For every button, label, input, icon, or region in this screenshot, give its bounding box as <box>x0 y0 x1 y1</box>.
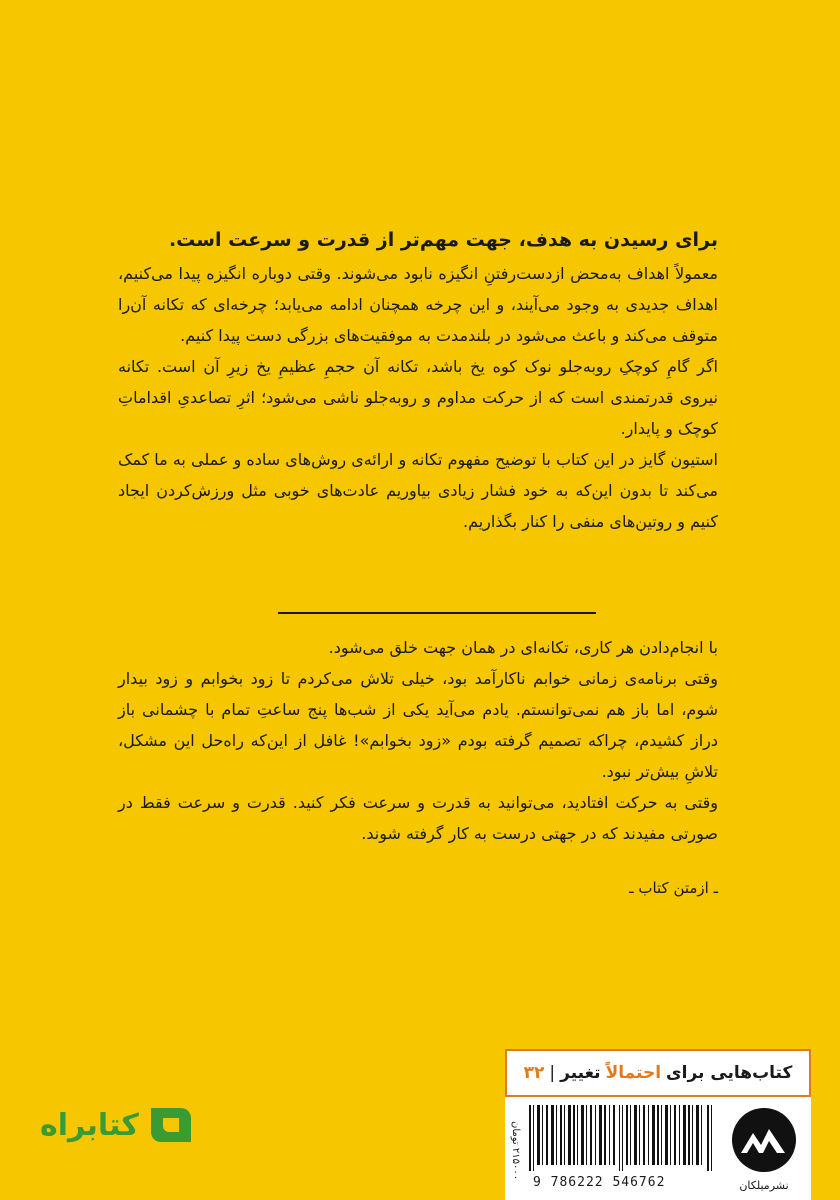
publisher-name: نشرمیلکان <box>739 1179 789 1192</box>
excerpt-block <box>118 632 718 849</box>
barcode-icon <box>527 1105 717 1171</box>
divider-line <box>278 612 596 614</box>
paragraph-1: معمولاً اهداف به‌محض ازدست‌رفتنِ انگیزه نابود می‌شوند. وقتی دوباره انگیزه پیدا می‌کنیم، اهداف جدیدی به وجود می‌آیند، و این چرخه همچنان ادامه می‌یابد؛ چرخه‌ای که تکانه آن‌را متوقف می‌کند و باعث می‌شود در بلندمدت به موفقیت‌های بزرگی دست پیدا کنیم. <box>118 264 718 345</box>
description-block <box>118 258 718 537</box>
paragraph-2: اگر گامِ کوچکِ روبه‌جلو نوک کوه یخ باشد، تکانه آن حجمِ عظیمِ یخ زیرِ آن است. تکانه نیروی قدرتمندی است که از حرکت مداوم و روبه‌جلو ناشی می‌شود؛ اثرِ تصاعدیِ اقداماتِ کوچک و پایدار. <box>118 357 718 438</box>
paragraph-3: استیون گایز در این کتاب با توضیح مفهوم تکانه و ارائه‌ی روش‌های ساده و عملی به ما کمک می‌کند تا بدون این‌که به خود فشار زیادی بیاوریم عادت‌های خوبی مثل ورزش‌کردن ایجاد کنیم و روتین‌های منفی را کنار بگذاریم. <box>118 450 718 531</box>
store-logo <box>40 1100 195 1150</box>
mountain-logo-icon <box>731 1107 797 1173</box>
series-number: ۳۲ <box>523 1063 545 1083</box>
series-prefix: کتاب‌هایی برای <box>666 1063 793 1083</box>
paragraph-4: با انجام‌دادن هر کاری، تکانه‌ای در همان جهت خلق می‌شود. <box>328 638 718 657</box>
paragraph-6: وقتی به حرکت افتادید، می‌توانید به قدرت و سرعت فکر کنید. قدرت و سرعت فقط در صورتی مفیدند که در جهتی درست به کار گرفته شوند. <box>118 793 718 843</box>
barcode-panel <box>505 1097 811 1200</box>
store-name: کتابراه <box>40 1107 139 1143</box>
series-separator: | <box>549 1063 556 1083</box>
price-label: ۲۱۵۰۰۰ تومان <box>510 1121 521 1181</box>
store-leaf-icon <box>145 1100 195 1150</box>
isbn-number: 9 786222 546762 <box>533 1175 666 1190</box>
excerpt-attribution: ـ ازمتن کتاب ـ <box>629 879 718 897</box>
series-banner <box>505 1049 811 1097</box>
publisher-logo <box>725 1107 803 1192</box>
headline: برای رسیدن به هدف، جهت مهم‌تر از قدرت و سرعت است. <box>168 229 718 251</box>
series-accent: احتمالاً <box>605 1063 662 1083</box>
paragraph-5: وقتی برنامه‌ی زمانی خوابم ناکارآمد بود، خیلی تلاش می‌کردم تا زود بخوابم و زود بیدار شوم، اما باز هم نمی‌توانستم. یادم می‌آید یکی از شب‌ها پنج ساعتِ تمام با چشمانی باز دراز کشیدم، چراکه تصمیم گرفته بودم «زود بخوابم»! غافل از این‌که راه‌حل این مشکل، تلاشِ بیش‌تر نبود. <box>118 669 718 781</box>
series-suffix: تغییر <box>560 1063 601 1083</box>
